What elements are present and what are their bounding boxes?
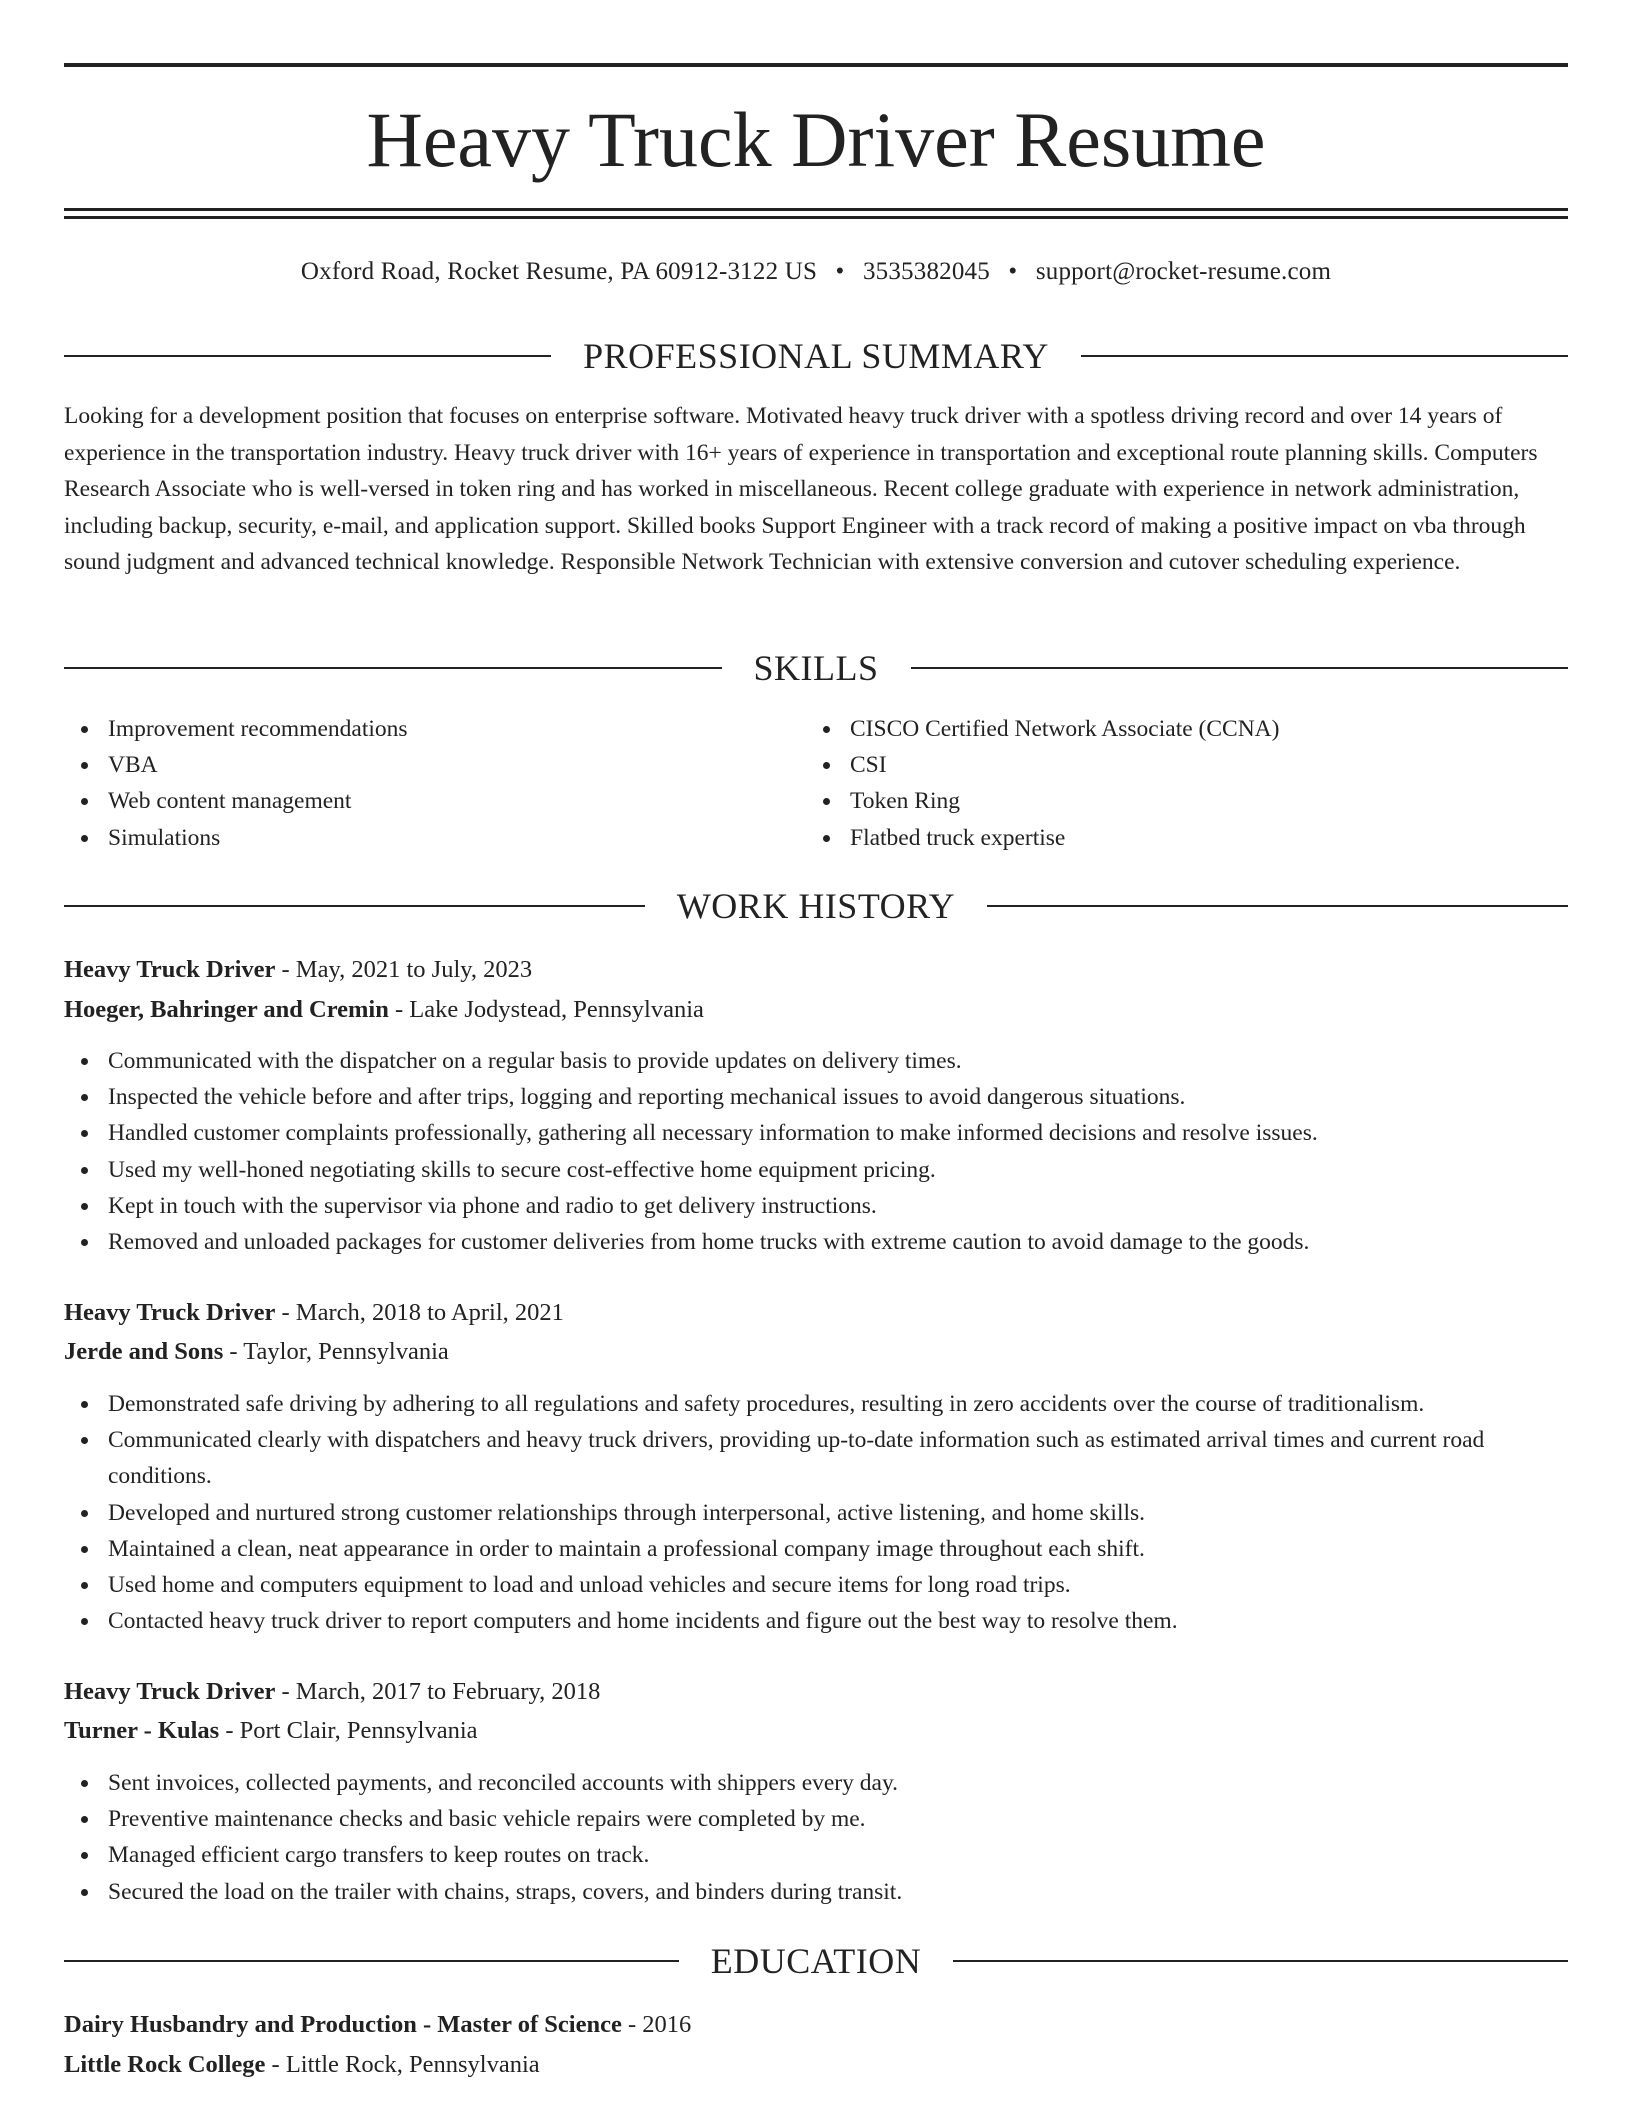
resume-title: Heavy Truck Driver Resume (366, 96, 1266, 183)
heading-rule (64, 667, 722, 669)
job-company: Jerde and Sons (64, 1338, 224, 1365)
section-title: SKILLS (753, 648, 879, 688)
heading-rule (911, 667, 1569, 669)
job-bullet: Communicated clearly with dispatchers and heavy truck drivers, providing up-to-date information such as estimated arrival times and current road conditions. (64, 1422, 1568, 1494)
job-company-line (64, 991, 1568, 1029)
skill-item: Simulations (64, 820, 804, 856)
top-rule (64, 63, 1568, 67)
contact-separator: • (1008, 258, 1018, 285)
job-bullet: Preventive maintenance checks and basic vehicle repairs were completed by me. (64, 1801, 1568, 1837)
contact-line (64, 254, 1568, 290)
skills-column-left (64, 711, 804, 856)
skills-column-right (806, 711, 1546, 856)
job-bullet: Secured the load on the trailer with chains, straps, covers, and binders during transit. (64, 1874, 1568, 1910)
job-location: - Port Clair, Pennsylvania (225, 1717, 478, 1744)
contact-address: Oxford Road, Rocket Resume, PA 60912-3122 US (300, 258, 818, 285)
job-bullet: Demonstrated safe driving by adhering to all regulations and safety procedures, resulting in zero accidents over the course of traditionalism. (64, 1386, 1568, 1422)
skill-item: Flatbed truck expertise (806, 820, 1546, 856)
education-degree-line (64, 2006, 1568, 2044)
summary-heading (64, 334, 1568, 378)
skills-heading (64, 646, 1568, 690)
skill-item: Web content management (64, 783, 804, 819)
job-dates: - March, 2017 to February, 2018 (281, 1678, 601, 1705)
job-company-line (64, 1712, 1568, 1750)
job-bullets (64, 1043, 1568, 1260)
contact-email: support@rocket-resume.com (1035, 258, 1332, 285)
job-bullets (64, 1765, 1568, 1910)
section-title: PROFESSIONAL SUMMARY (583, 336, 1049, 376)
education-heading (64, 1939, 1568, 1983)
job-title: Heavy Truck Driver (64, 1678, 276, 1705)
skill-item: CISCO Certified Network Associate (CCNA) (806, 711, 1546, 747)
job-title-line (64, 1673, 1568, 1711)
job-bullet: Used home and computers equipment to load and unload vehicles and secure items for long road trips. (64, 1567, 1568, 1603)
title-rule-lower (64, 216, 1568, 219)
section-title: WORK HISTORY (676, 886, 956, 926)
job-title-line (64, 1294, 1568, 1332)
job-dates: - May, 2021 to July, 2023 (281, 956, 533, 983)
heading-rule (64, 905, 645, 907)
job-company: Turner - Kulas (64, 1717, 220, 1744)
job-bullet: Used my well-honed negotiating skills to secure cost-effective home equipment pricing. (64, 1152, 1568, 1188)
job-company: Hoeger, Bahringer and Cremin (64, 996, 389, 1023)
job-company-line (64, 1333, 1568, 1371)
heading-rule (1081, 355, 1568, 357)
heading-rule (64, 1960, 679, 1962)
contact-phone: 3535382045 (862, 258, 990, 285)
summary-text: Looking for a development position that focuses on enterprise software. Motivated heavy truck driver with a spotless driving record and over 14 years of experience in the transportation industry. Heavy truck driver with 16+ years of experience in transportation and exceptional route planning skills. Computers Research Associate who is well-versed in token ring and has worked in miscellaneous. Recent college graduate with experience in network administration, including backup, security, e-mail, and application support. Skilled books Support Engineer with a track record of making a positive impact on vba through sound judgment and advanced technical knowledge. Responsible Network Technician with extensive conversion and cutover scheduling experience. (64, 403, 1538, 575)
job-location: - Taylor, Pennsylvania (229, 1338, 449, 1365)
heading-rule (953, 1960, 1568, 1962)
job-bullet: Contacted heavy truck driver to report computers and home incidents and figure out the best way to resolve them. (64, 1603, 1568, 1639)
job-bullet: Sent invoices, collected payments, and reconciled accounts with shippers every day. (64, 1765, 1568, 1801)
job-title: Heavy Truck Driver (64, 956, 276, 983)
job-bullet: Handled customer complaints professionally, gathering all necessary information to make informed decisions and resolve issues. (64, 1115, 1568, 1151)
skill-item: Token Ring (806, 783, 1546, 819)
job-title-line (64, 951, 1568, 989)
education-school-line (64, 2046, 1568, 2084)
job-bullet: Maintained a clean, neat appearance in order to maintain a professional company image throughout each shift. (64, 1531, 1568, 1567)
heading-rule (64, 355, 551, 357)
job-bullet: Removed and unloaded packages for customer deliveries from home trucks with extreme caution to avoid damage to the goods. (64, 1224, 1568, 1260)
work-history-heading (64, 884, 1568, 928)
job-bullet: Inspected the vehicle before and after trips, logging and reporting mechanical issues to avoid dangerous situations. (64, 1079, 1568, 1115)
job-location: - Lake Jodystead, Pennsylvania (394, 996, 704, 1023)
contact-separator: • (835, 258, 845, 285)
title-rule-upper (64, 208, 1568, 211)
education-school: Little Rock College (64, 2051, 266, 2078)
job-bullet: Managed efficient cargo transfers to keep routes on track. (64, 1837, 1568, 1873)
job-bullets (64, 1386, 1568, 1639)
skill-item: CSI (806, 747, 1546, 783)
section-title: EDUCATION (710, 1941, 922, 1981)
job-title: Heavy Truck Driver (64, 1299, 276, 1326)
job-dates: - March, 2018 to April, 2021 (281, 1299, 564, 1326)
skill-item: VBA (64, 747, 804, 783)
education-year: - 2016 (627, 2011, 692, 2038)
heading-rule (987, 905, 1568, 907)
education-degree: Dairy Husbandry and Production - Master of Science (64, 2011, 622, 2038)
job-bullet: Communicated with the dispatcher on a regular basis to provide updates on delivery times. (64, 1043, 1568, 1079)
job-bullet: Kept in touch with the supervisor via phone and radio to get delivery instructions. (64, 1188, 1568, 1224)
skill-item: Improvement recommendations (64, 711, 804, 747)
education-location: - Little Rock, Pennsylvania (271, 2051, 540, 2078)
job-bullet: Developed and nurtured strong customer relationships through interpersonal, active listening, and home skills. (64, 1495, 1568, 1531)
